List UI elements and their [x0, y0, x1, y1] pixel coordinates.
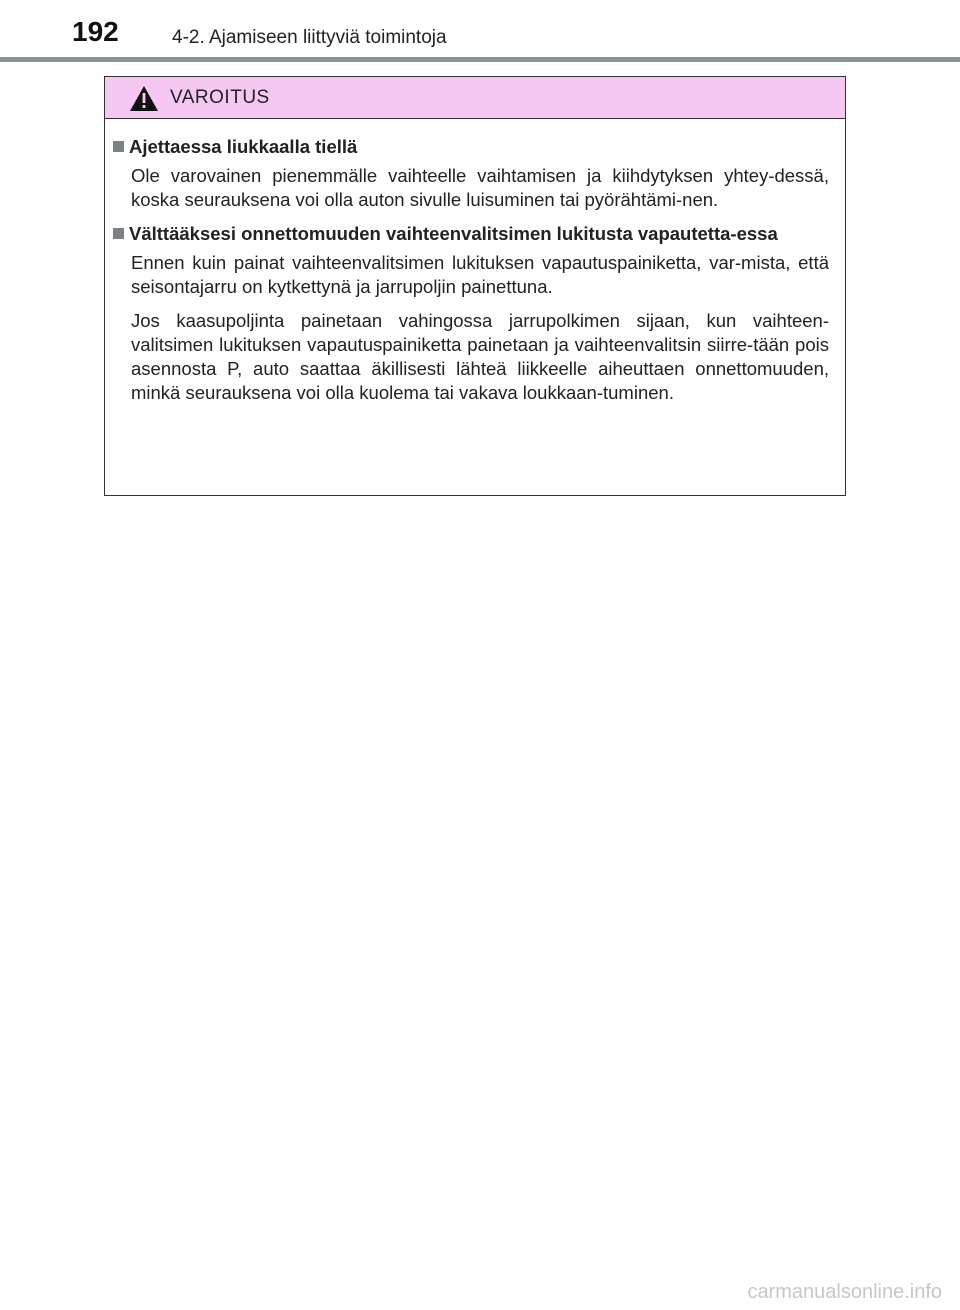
watermark: carmanualsonline.info	[747, 1281, 942, 1303]
section-heading	[113, 135, 837, 159]
warning-section-shift-lock	[113, 222, 837, 405]
warning-header	[105, 77, 845, 119]
warning-body	[105, 119, 845, 405]
page-number: 192	[72, 16, 119, 47]
section-paragraph: Ennen kuin painat vaihteenvalitsimen lukituksen vapautuspainiketta, var-mista, että seisontajarru on kytkettynä ja jarrupoljin painettuna.	[131, 252, 829, 297]
section-heading-text: Välttääksesi onnettomuuden vaihteenvalitsimen lukitusta vapautetta-essa	[129, 223, 778, 244]
chapter-title: 4-2. Ajamiseen liittyviä toimintoja	[172, 27, 447, 48]
section-heading	[113, 222, 837, 246]
warning-section-slippery-road	[113, 135, 837, 212]
warning-triangle-icon	[129, 85, 159, 112]
header-divider	[0, 57, 960, 62]
page-header	[0, 0, 960, 64]
section-paragraph: Ole varovainen pienemmälle vaihteelle vaihtamisen ja kiihdytyksen yhtey-dessä, koska seurauksena voi olla auton sivulle luisuminen tai pyörähtämi-nen.	[131, 165, 829, 210]
square-bullet-icon	[113, 141, 124, 152]
warning-title: VAROITUS	[170, 87, 270, 108]
warning-box	[104, 76, 846, 496]
section-heading-text: Ajettaessa liukkaalla tiellä	[129, 136, 358, 157]
square-bullet-icon	[113, 228, 124, 239]
section-paragraph: Jos kaasupoljinta painetaan vahingossa jarrupolkimen sijaan, kun vaihteen-valitsimen lukituksen vapautuspainiketta painetaan ja vaihteenvalitsin siirre-tään pois asennosta P, auto saattaa äkillisesti lähteä liikkeelle aiheuttaen onnettomuuden, minkä seurauksena voi olla kuolema tai vakava loukkaan-tuminen.	[131, 310, 829, 403]
